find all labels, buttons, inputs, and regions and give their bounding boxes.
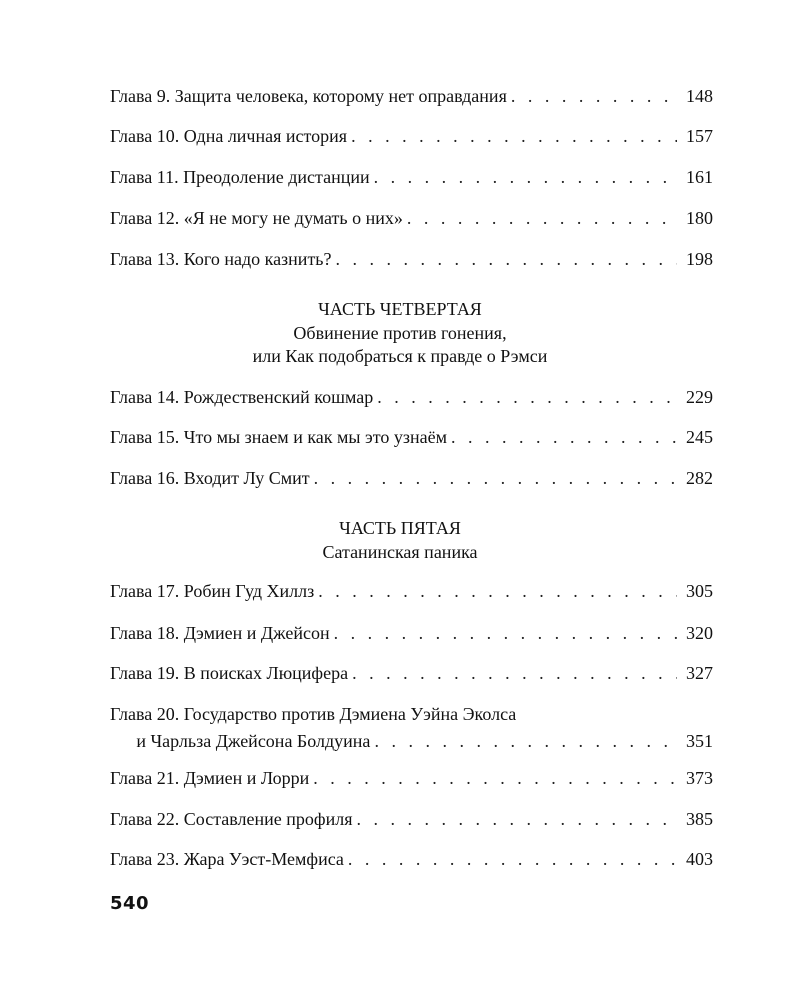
chapter-title-line2: и Чарльза Джейсона Болдуина	[136, 729, 374, 753]
chapter-page: 385	[686, 809, 713, 829]
toc-entry-chapter-13[interactable]	[110, 247, 713, 271]
part-four-heading: ЧАСТЬ ЧЕТВЕРТАЯ	[318, 299, 482, 319]
part-five-heading: ЧАСТЬ ПЯТАЯ	[339, 518, 461, 538]
toc-entry-chapter-20[interactable]	[110, 702, 713, 753]
chapter-page: 245	[686, 427, 713, 447]
dot-leader	[511, 84, 677, 108]
chapter-title: Глава 12. «Я не могу не думать о них»	[110, 206, 407, 230]
chapter-page: 351	[686, 731, 713, 751]
dot-leader	[356, 807, 677, 831]
chapter-page: 305	[686, 581, 713, 601]
toc-entry-chapter-19[interactable]	[110, 661, 713, 685]
chapter-title: Глава 23. Жара Уэст-Мемфиса	[110, 847, 348, 871]
toc-entry-chapter-23[interactable]	[110, 847, 713, 871]
toc-entry-chapter-17[interactable]	[110, 579, 713, 603]
toc-entry-chapter-12[interactable]	[110, 206, 713, 230]
toc-entry-chapter-9[interactable]	[110, 84, 713, 108]
dot-leader	[407, 206, 677, 230]
chapter-title: Глава 14. Рождественский кошмар	[110, 385, 377, 409]
toc-entry-chapter-16[interactable]	[110, 466, 713, 490]
dot-leader	[314, 466, 677, 490]
page-number: 540	[110, 893, 150, 914]
chapter-page: 327	[686, 663, 713, 683]
chapter-page: 157	[686, 126, 713, 146]
chapter-title: Глава 22. Составление профиля	[110, 807, 356, 831]
chapter-page: 320	[686, 623, 713, 643]
chapter-title: Глава 17. Робин Гуд Хиллз	[110, 579, 318, 603]
toc-entry-chapter-22[interactable]	[110, 807, 713, 831]
chapter-title: Глава 21. Дэмиен и Лорри	[110, 766, 313, 790]
dot-leader	[351, 124, 677, 148]
chapter-title: Глава 19. В поисках Люцифера	[110, 661, 352, 685]
dot-leader	[352, 661, 677, 685]
toc-entry-chapter-21[interactable]	[110, 766, 713, 790]
chapter-title: Глава 18. Дэмиен и Джейсон	[110, 621, 334, 645]
dot-leader	[374, 729, 677, 753]
dot-leader	[348, 847, 677, 871]
dot-leader	[377, 385, 677, 409]
dot-leader	[318, 579, 677, 603]
dot-leader	[451, 425, 677, 449]
chapter-title: Глава 11. Преодоление дистанции	[110, 165, 374, 189]
toc-entry-chapter-15[interactable]	[110, 425, 713, 449]
chapter-title: Глава 15. Что мы знаем и как мы это узнаём	[110, 425, 451, 449]
dot-leader	[336, 247, 677, 271]
chapter-page: 148	[686, 86, 713, 106]
chapter-page: 282	[686, 468, 713, 488]
toc-entry-chapter-18[interactable]	[110, 621, 713, 645]
chapter-page: 161	[686, 167, 713, 187]
part-five-subtitle: Сатанинская паника	[322, 542, 478, 562]
chapter-page: 180	[686, 208, 713, 228]
dot-leader	[313, 766, 677, 790]
chapter-title: Глава 9. Защита человека, которому нет оправдания	[110, 84, 511, 108]
chapter-title-line1: Глава 20. Государство против Дэмиена Уэйна Эколса	[110, 702, 520, 726]
chapter-title: Глава 10. Одна личная история	[110, 124, 351, 148]
toc-entry-chapter-11[interactable]	[110, 165, 713, 189]
chapter-page: 229	[686, 387, 713, 407]
chapter-title: Глава 16. Входит Лу Смит	[110, 466, 314, 490]
toc-entry-chapter-14[interactable]	[110, 385, 713, 409]
part-four-subtitle-line2: или Как подобраться к правде о Рэмси	[252, 346, 548, 366]
chapter-title: Глава 13. Кого надо казнить?	[110, 247, 336, 271]
toc-entry-chapter-10[interactable]	[110, 124, 713, 148]
dot-leader	[334, 621, 677, 645]
chapter-page: 373	[686, 768, 713, 788]
dot-leader	[374, 165, 677, 189]
chapter-page: 403	[686, 849, 713, 869]
part-four-subtitle-line1: Обвинение против гонения,	[293, 323, 507, 343]
chapter-page: 198	[686, 249, 713, 269]
